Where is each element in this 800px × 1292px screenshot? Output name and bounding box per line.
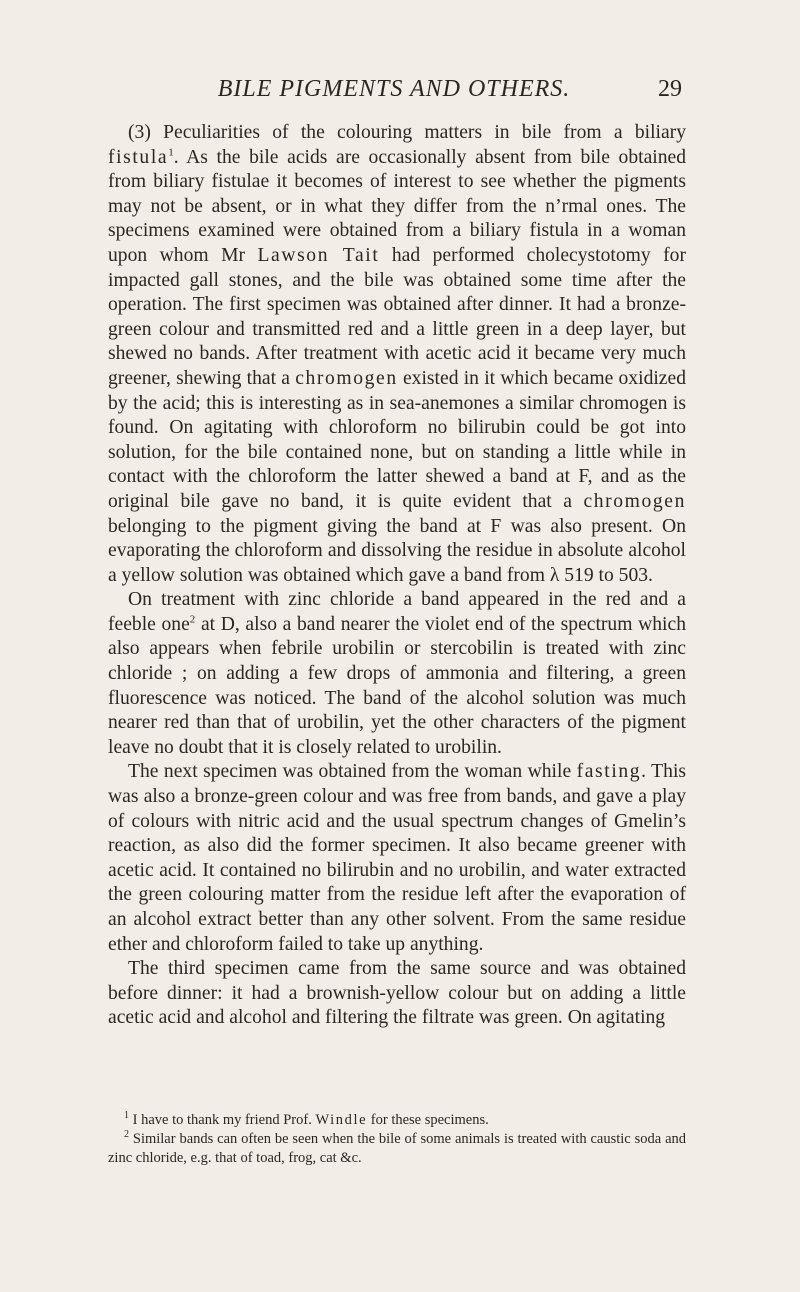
text-span: On treatment with zinc chloride a band appeared in the red and a feeble one [108, 589, 686, 635]
text-span: I have to thank my friend Prof. [129, 1112, 316, 1128]
footnote-ref: 1 [168, 146, 174, 159]
footnote-ref: 2 [189, 613, 196, 626]
body-text [108, 121, 686, 1031]
emphasis: chromogen [583, 490, 686, 512]
person-name: Windle [315, 1112, 368, 1128]
text-span: existed in it which became oxidized by the acid; this is interesting as in sea-anemones a similar chromogen is found. On agitating with chloroform no bilirubin could be got into solution, for the bile contained none, but on standing a little while in contact with the chloroform the latter shewed a band at F, and as the original bile gave no band, it is quite evident that a [108, 367, 686, 512]
footnote-1 [108, 1111, 686, 1130]
page-header [106, 76, 682, 108]
footnote-mark: 1 [124, 1110, 129, 1122]
paragraph-3 [108, 760, 686, 957]
person-name: Lawson Tait [257, 244, 380, 266]
text-span: The third specimen came from the same source and was obtained before dinner: it had a brownish-yellow colour but on adding a little acetic acid and alcohol and filtering the filtrate was green. On agitating [108, 958, 686, 1029]
footnote-mark: 2 [124, 1129, 129, 1141]
emphasis: chromogen [295, 367, 398, 389]
page-number: 29 [658, 76, 682, 102]
footnote-2 [108, 1130, 686, 1168]
text-span: for these specimens. [367, 1112, 489, 1128]
text-span: belonging to the pigment giving the band at F was also present. On evaporating the chloroform and dissolving the residue in absolute alcohol a yellow solution was obtained which gave a band from λ 519 to 503. [108, 515, 686, 586]
text-span: (3) Peculiarities of the colouring matters in bile from a biliary [128, 122, 686, 143]
text-span: The next specimen was obtained from the woman while [128, 761, 577, 783]
paragraph-1 [108, 121, 686, 588]
emphasis: fasting [576, 761, 642, 783]
text-span: . This was also a bronze-green colour and was free from bands, and gave a play of colours with nitric acid and the usual spectrum changes of Gmelin’s reaction, as also did the former specimen. It also became greener with acetic acid. It contained no bilirubin and no urobilin, and water extracted the green colouring matter from the residue left after the evaporation of an alcohol extract better than any other solvent. From the same residue ether and chloroform failed to take up anything. [108, 761, 687, 955]
paragraph-4 [108, 957, 686, 1031]
text-span: fistula [108, 146, 169, 168]
text-span: at D, also a band nearer the violet end of the spectrum which also appears when febrile urobilin or stercobilin is treated with zinc chloride ; on adding a few drops of ammonia and filtering, a green fluorescence was noticed. The band of the alcohol solution was much nearer red than that of urobilin, yet the other characters of the pigment leave no doubt that it is closely related to urobilin. [108, 613, 686, 758]
running-head: BILE PIGMENTS AND OTHERS. [217, 76, 571, 102]
text-span: . As the bile acids are occasionally absent from bile obtained from biliary fistulae it becomes of interest to see whether the pigments may not be absent, or in what they differ from the n’rmal ones. The specimens examined were obtained from a biliary fistula in a woman upon whom Mr [108, 146, 686, 266]
text-span: Similar bands can often be seen when the bile of some animals is treated with caustic soda and zinc chloride, e.g. that of toad, frog, cat &c. [108, 1131, 686, 1166]
footnotes [108, 1111, 686, 1168]
text-span: had performed cholecystotomy for impacted gall stones, and the bile was obtained some time after the operation. The first specimen was obtained after dinner. It had a bronze-green colour and transmitted red and a little green in a deep layer, but shewed no bands. After treatment with acetic acid it became very much greener, shewing that a [108, 244, 686, 389]
paragraph-2 [108, 588, 686, 760]
